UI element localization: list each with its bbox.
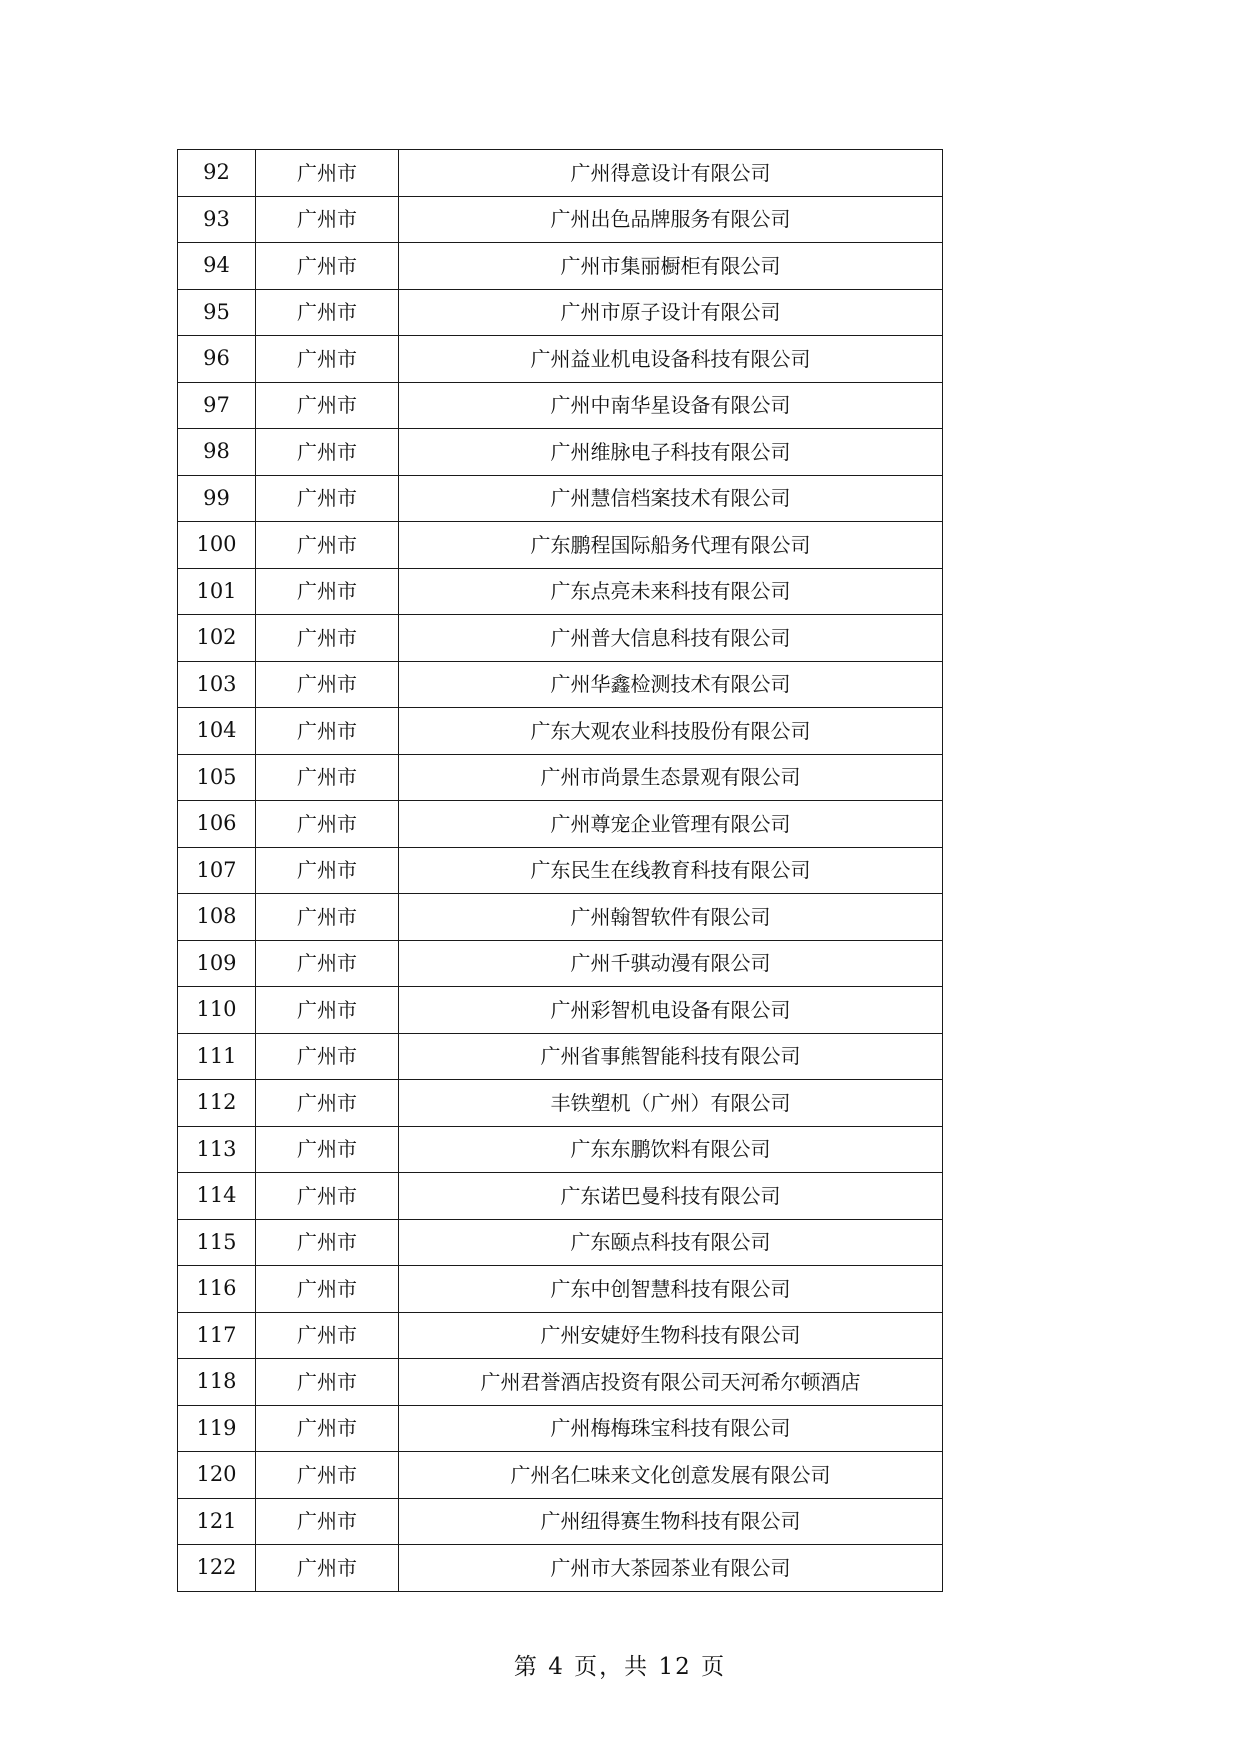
city-cell: 广州市 (256, 1359, 399, 1406)
row-number-cell: 110 (178, 987, 256, 1034)
city-cell: 广州市 (256, 1498, 399, 1545)
company-name-cell: 广州梅梅珠宝科技有限公司 (399, 1405, 943, 1452)
table-row (178, 1452, 943, 1499)
city-cell: 广州市 (256, 987, 399, 1034)
city-cell: 广州市 (256, 382, 399, 429)
table-row (178, 475, 943, 522)
table-row (178, 1033, 943, 1080)
company-name-cell: 广州千骐动漫有限公司 (399, 940, 943, 987)
company-name-cell: 广州中南华星设备有限公司 (399, 382, 943, 429)
row-number-cell: 119 (178, 1405, 256, 1452)
table-row (178, 196, 943, 243)
company-name-cell: 广州省事熊智能科技有限公司 (399, 1033, 943, 1080)
row-number-cell: 116 (178, 1266, 256, 1313)
city-cell: 广州市 (256, 847, 399, 894)
company-name-cell: 广东颐点科技有限公司 (399, 1219, 943, 1266)
city-cell: 广州市 (256, 196, 399, 243)
company-name-cell: 广州翰智软件有限公司 (399, 894, 943, 941)
city-cell: 广州市 (256, 940, 399, 987)
company-name-cell: 广州得意设计有限公司 (399, 150, 943, 197)
table-row (178, 1219, 943, 1266)
table-body (178, 150, 943, 1592)
table-row (178, 150, 943, 197)
table-row (178, 1080, 943, 1127)
row-number-cell: 103 (178, 661, 256, 708)
row-number-cell: 93 (178, 196, 256, 243)
company-name-cell: 广州普大信息科技有限公司 (399, 615, 943, 662)
city-cell: 广州市 (256, 243, 399, 290)
table-row (178, 568, 943, 615)
row-number-cell: 100 (178, 522, 256, 569)
table-row (178, 1545, 943, 1592)
row-number-cell: 118 (178, 1359, 256, 1406)
table-row (178, 708, 943, 755)
city-cell: 广州市 (256, 661, 399, 708)
company-name-cell: 广州彩智机电设备有限公司 (399, 987, 943, 1034)
row-number-cell: 101 (178, 568, 256, 615)
row-number-cell: 113 (178, 1126, 256, 1173)
row-number-cell: 98 (178, 429, 256, 476)
row-number-cell: 95 (178, 289, 256, 336)
city-cell: 广州市 (256, 1405, 399, 1452)
company-name-cell: 广州尊宠企业管理有限公司 (399, 801, 943, 848)
city-cell: 广州市 (256, 568, 399, 615)
row-number-cell: 105 (178, 754, 256, 801)
table-row (178, 1126, 943, 1173)
table-row (178, 1359, 943, 1406)
row-number-cell: 104 (178, 708, 256, 755)
row-number-cell: 92 (178, 150, 256, 197)
company-name-cell: 广东大观农业科技股份有限公司 (399, 708, 943, 755)
city-cell: 广州市 (256, 1173, 399, 1220)
city-cell: 广州市 (256, 1080, 399, 1127)
city-cell: 广州市 (256, 708, 399, 755)
row-number-cell: 94 (178, 243, 256, 290)
table-row (178, 661, 943, 708)
company-name-cell: 广东东鹏饮料有限公司 (399, 1126, 943, 1173)
city-cell: 广州市 (256, 1452, 399, 1499)
row-number-cell: 115 (178, 1219, 256, 1266)
company-list-table (177, 149, 943, 1592)
table-row (178, 801, 943, 848)
company-name-cell: 广州华鑫检测技术有限公司 (399, 661, 943, 708)
page-number-footer: 第 4 页，共 12 页 (513, 1654, 727, 1680)
table-row (178, 894, 943, 941)
company-name-cell: 广州名仁味来文化创意发展有限公司 (399, 1452, 943, 1499)
row-number-cell: 114 (178, 1173, 256, 1220)
row-number-cell: 107 (178, 847, 256, 894)
table-row (178, 754, 943, 801)
company-name-cell: 广东鹏程国际船务代理有限公司 (399, 522, 943, 569)
city-cell: 广州市 (256, 801, 399, 848)
row-number-cell: 97 (178, 382, 256, 429)
table-row (178, 1312, 943, 1359)
company-name-cell: 广州维脉电子科技有限公司 (399, 429, 943, 476)
city-cell: 广州市 (256, 894, 399, 941)
row-number-cell: 108 (178, 894, 256, 941)
table-row (178, 847, 943, 894)
table-row (178, 289, 943, 336)
company-name-cell: 广州市尚景生态景观有限公司 (399, 754, 943, 801)
city-cell: 广州市 (256, 289, 399, 336)
company-name-cell: 广州市原子设计有限公司 (399, 289, 943, 336)
city-cell: 广州市 (256, 1545, 399, 1592)
table-row (178, 336, 943, 383)
company-name-cell: 广州慧信档案技术有限公司 (399, 475, 943, 522)
company-name-cell: 广州益业机电设备科技有限公司 (399, 336, 943, 383)
city-cell: 广州市 (256, 1266, 399, 1313)
city-cell: 广州市 (256, 1126, 399, 1173)
city-cell: 广州市 (256, 336, 399, 383)
row-number-cell: 99 (178, 475, 256, 522)
table-row (178, 1173, 943, 1220)
company-name-cell: 广州安婕妤生物科技有限公司 (399, 1312, 943, 1359)
city-cell: 广州市 (256, 754, 399, 801)
table-row (178, 429, 943, 476)
company-name-cell: 广东诺巴曼科技有限公司 (399, 1173, 943, 1220)
city-cell: 广州市 (256, 429, 399, 476)
city-cell: 广州市 (256, 1312, 399, 1359)
table-row (178, 522, 943, 569)
row-number-cell: 109 (178, 940, 256, 987)
company-name-cell: 广州出色品牌服务有限公司 (399, 196, 943, 243)
company-name-cell: 广州市集丽橱柜有限公司 (399, 243, 943, 290)
row-number-cell: 122 (178, 1545, 256, 1592)
company-name-cell: 广东民生在线教育科技有限公司 (399, 847, 943, 894)
row-number-cell: 102 (178, 615, 256, 662)
company-name-cell: 广州市大茶园茶业有限公司 (399, 1545, 943, 1592)
table-row (178, 987, 943, 1034)
row-number-cell: 106 (178, 801, 256, 848)
row-number-cell: 117 (178, 1312, 256, 1359)
company-name-cell: 丰铁塑机（广州）有限公司 (399, 1080, 943, 1127)
city-cell: 广州市 (256, 522, 399, 569)
row-number-cell: 120 (178, 1452, 256, 1499)
table-row (178, 243, 943, 290)
company-name-cell: 广州君誉酒店投资有限公司天河希尔顿酒店 (399, 1359, 943, 1406)
company-name-cell: 广州纽得赛生物科技有限公司 (399, 1498, 943, 1545)
row-number-cell: 112 (178, 1080, 256, 1127)
city-cell: 广州市 (256, 150, 399, 197)
company-name-cell: 广东中创智慧科技有限公司 (399, 1266, 943, 1313)
city-cell: 广州市 (256, 1033, 399, 1080)
row-number-cell: 121 (178, 1498, 256, 1545)
company-name-cell: 广东点亮未来科技有限公司 (399, 568, 943, 615)
table-row (178, 940, 943, 987)
city-cell: 广州市 (256, 615, 399, 662)
table-row (178, 382, 943, 429)
table-row (178, 1498, 943, 1545)
city-cell: 广州市 (256, 1219, 399, 1266)
city-cell: 广州市 (256, 475, 399, 522)
row-number-cell: 96 (178, 336, 256, 383)
row-number-cell: 111 (178, 1033, 256, 1080)
table-row (178, 615, 943, 662)
table-row (178, 1405, 943, 1452)
table-row (178, 1266, 943, 1313)
